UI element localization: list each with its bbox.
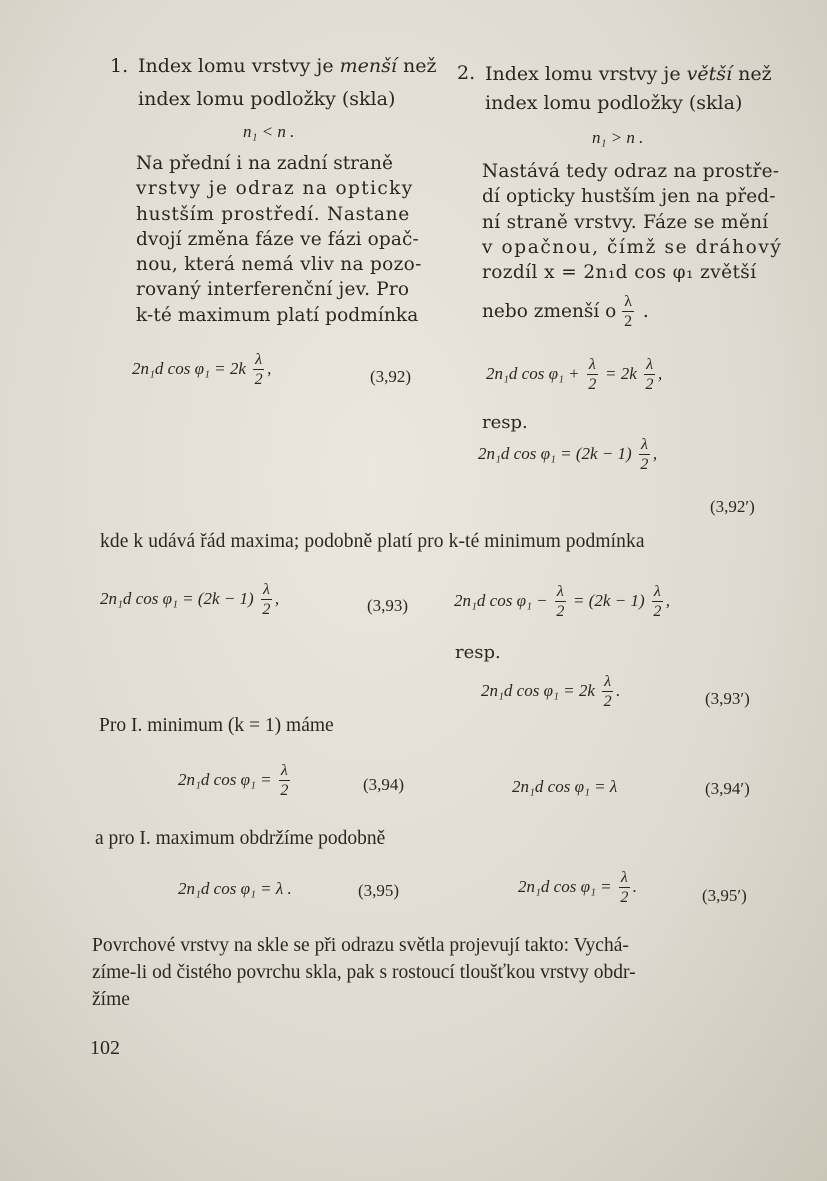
fraction-denominator: 2 <box>640 456 649 473</box>
left-para-line: Na přední i na zadní straně <box>136 153 393 174</box>
left-para-line: nou, která nemá vliv na pozo- <box>136 254 422 276</box>
equation-number-3-92p: (3,92′) <box>710 497 755 516</box>
left-paragraph <box>136 151 426 328</box>
left-para-line: dvojí změna fáze ve fázi opač- <box>136 228 419 250</box>
closing-line: zíme-li od čistého povrchu skla, pak s rostoucí tloušťkou vrstvy obdr- <box>92 962 636 983</box>
closing-line: žíme <box>92 989 130 1010</box>
eq-comma: , <box>267 358 272 378</box>
fraction-denominator: 2 <box>645 376 654 393</box>
fraction-denominator: 2 <box>254 371 263 388</box>
eq-dot: . <box>632 876 638 896</box>
right-paragraph <box>482 159 783 285</box>
equation-3-94 <box>178 763 293 799</box>
fraction-denominator: 2 <box>556 603 565 620</box>
fraction-denominator: 2 <box>280 782 289 799</box>
right-para-line: rozdíl x = 2n₁d cos φ₁ zvětší <box>482 262 757 284</box>
equation-number-3-95: (3,95) <box>358 881 400 900</box>
fraction-lambda-over-2 <box>639 437 650 473</box>
fraction-lambda-over-2 <box>261 582 272 618</box>
fraction-numerator: λ <box>653 583 661 600</box>
fraction-lambda-over-2 <box>644 357 655 393</box>
fraction-denominator: 2 <box>603 693 612 710</box>
left-heading-line2: index lomu podložky (skla) <box>138 88 396 110</box>
resp-label: resp. <box>482 412 528 433</box>
right-heading-line2: index lomu podložky (skla) <box>485 92 743 114</box>
eq-3-93p-a-lhs: 2n₁d cos φ₁ − <box>454 590 548 610</box>
eq-comma: , <box>665 590 671 610</box>
left-para-line: vrstvy je odraz na opticky <box>136 178 414 200</box>
equation-3-92 <box>132 352 271 388</box>
fraction-denominator: 2 <box>620 889 629 906</box>
equation-number-3-94p: (3,94′) <box>705 779 750 798</box>
fraction-numerator: λ <box>604 673 612 690</box>
right-para-last: nebo zmenší o $\frac{\lambda}{2}$ . <box>482 293 649 330</box>
right-heading-text: Index lomu vrstvy je <box>485 63 687 85</box>
fraction-lambda-over-2 <box>253 352 264 388</box>
fraction-numerator: λ <box>646 356 654 373</box>
fraction-denominator: 2 <box>262 601 271 618</box>
fraction-numerator: λ <box>588 356 596 373</box>
right-para-last-text: nebo zmenší o <box>482 301 617 322</box>
right-para-line: ní straně vrstvy. Fáze se mění <box>482 211 769 233</box>
eq-comma: , <box>658 363 663 383</box>
equation-number-3-93: (3,93) <box>367 596 409 615</box>
equation-3-95p <box>518 870 637 906</box>
right-para-line: v opačnou, čímž se dráhový <box>482 236 783 258</box>
equation-3-93p-b <box>481 674 620 710</box>
eq-comma: , <box>652 443 658 463</box>
eq-3-94-lhs: 2n₁d cos φ₁ = <box>178 769 272 789</box>
eq-3-92-lhs: 2n₁d cos φ₁ = 2k <box>132 358 246 378</box>
first-maximum-line: a pro I. maximum obdržíme podobně <box>95 828 386 849</box>
fraction-lambda-over-2 <box>279 763 290 799</box>
left-heading-tail: než <box>396 55 437 77</box>
equation-number-3-94: (3,94) <box>363 775 405 794</box>
eq-3-92p-a-lhs: 2n₁d cos φ₁ + <box>486 363 580 383</box>
equation-3-92p-a <box>486 357 662 393</box>
equation-number-3-95p: (3,95′) <box>702 886 747 905</box>
fraction-numerator: λ <box>280 762 288 779</box>
fraction-numerator: λ <box>255 351 263 368</box>
left-relation: n₁ < n . <box>243 122 295 141</box>
right-relation: n₁ > n . <box>592 128 644 147</box>
fraction-numerator: λ <box>640 436 648 453</box>
eq-comma: , <box>274 588 280 608</box>
left-para-line: hustším prostředí. Nastane <box>136 203 410 225</box>
equation-3-95: 2n₁d cos φ₁ = λ . <box>178 879 292 898</box>
page-number: 102 <box>90 1037 120 1059</box>
fraction-lambda-over-2 <box>619 870 630 906</box>
left-heading-line1 <box>138 54 436 79</box>
equation-3-93p-a <box>454 584 670 620</box>
closing-paragraph <box>92 932 636 1013</box>
first-minimum-line: Pro I. minimum (k = 1) máme <box>99 715 334 736</box>
equation-3-92p-b <box>478 437 657 473</box>
fraction-lambda-over-2 <box>652 584 663 620</box>
fraction-denominator: 2 <box>624 313 633 330</box>
fraction-denominator: 2 <box>588 376 597 393</box>
right-heading-tail: než <box>732 63 772 85</box>
right-para-line: dí opticky hustším jen na před- <box>482 186 776 208</box>
eq-3-92p-b-lhs: 2n₁d cos φ₁ = (2k − 1) <box>478 443 632 463</box>
fraction-lambda-over-2 <box>587 357 598 393</box>
fraction-lambda-over-2 <box>555 584 566 620</box>
resp-label: resp. <box>455 642 501 663</box>
closing-line: Povrchové vrstvy na skle se při odrazu světla projevují takto: Vychá- <box>92 935 629 956</box>
left-heading-number: 1. <box>110 55 129 77</box>
right-para-line: Nastává tedy odraz na prostře- <box>482 161 780 182</box>
right-heading-line1 <box>485 62 772 87</box>
equation-number-3-93p: (3,93′) <box>705 689 750 708</box>
equation-number-3-92: (3,92) <box>370 367 412 386</box>
fraction-numerator: λ <box>262 581 270 598</box>
right-heading-emphasis: větší <box>686 63 733 85</box>
fraction-numerator: λ <box>556 583 564 600</box>
right-heading-number: 2. <box>457 62 476 84</box>
left-heading-text: Index lomu vrstvy je <box>138 55 340 77</box>
left-heading-emphasis: menší <box>339 55 397 77</box>
fraction-denominator: 2 <box>653 603 662 620</box>
eq-3-95p-lhs: 2n₁d cos φ₁ = <box>518 876 612 896</box>
eq-3-93-lhs: 2n₁d cos φ₁ = (2k − 1) <box>100 588 254 608</box>
equation-3-94p: 2n₁d cos φ₁ = λ <box>512 777 618 796</box>
fraction-numerator: λ <box>624 293 632 310</box>
fraction-lambda-over-2 <box>602 674 613 710</box>
eq-3-93p-b-lhs: 2n₁d cos φ₁ = 2k <box>481 680 595 700</box>
left-para-line: rovaný interferenční jev. Pro <box>136 279 410 301</box>
eq-dot: . <box>616 680 621 700</box>
equation-3-93 <box>100 582 279 618</box>
fraction-lambda-over-2 <box>622 294 634 330</box>
minimum-condition-sentence: kde k udává řád maxima; podobně platí pro k-té minimum podmínka <box>100 531 645 552</box>
left-para-line: k-té maximum platí podmínka <box>136 304 419 326</box>
fraction-numerator: λ <box>620 869 628 886</box>
eq-3-92p-a-mid: = 2k <box>605 363 637 383</box>
eq-3-93p-a-mid: = (2k − 1) <box>573 590 645 610</box>
